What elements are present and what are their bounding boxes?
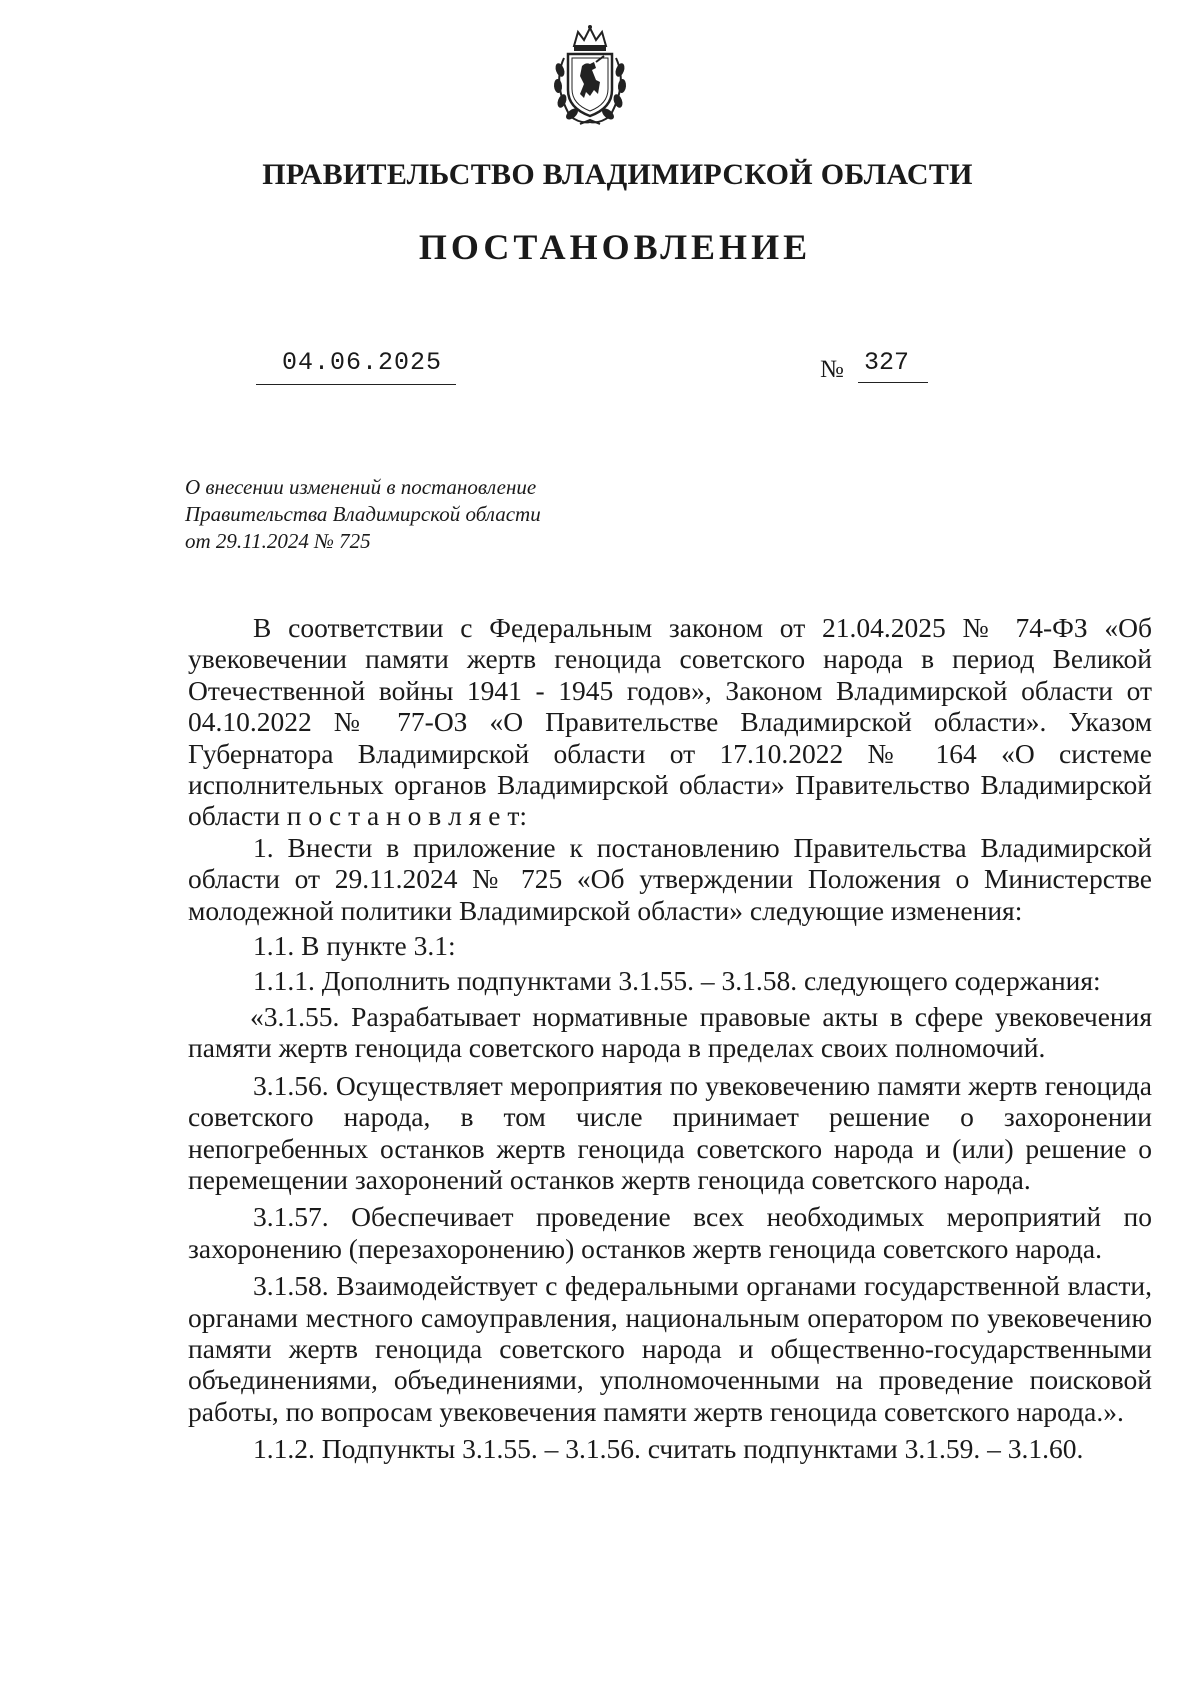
document-date-field (256, 348, 456, 385)
body-paragraph-3-1-57: 3.1.57. Обеспечивает проведение всех необходимых мероприятий по захоронению (перезахоронению) останков жертв геноцида советского народа. (188, 1201, 1152, 1264)
document-body (188, 612, 1152, 1465)
coat-of-arms-emblem (540, 24, 640, 129)
subject-line: О внесении изменений в постановление (185, 475, 537, 499)
government-title: ПРАВИТЕЛЬСТВО ВЛАДИМИРСКОЙ ОБЛАСТИ (262, 158, 973, 191)
subject-line: Правительства Владимирской области (185, 502, 541, 526)
document-number-underline (858, 348, 928, 383)
body-paragraph-preamble: В соответствии с Федеральным законом от 21.04.2025 № 74-ФЗ «Об увековечении памяти жертв геноцида советского народа в период Великой Отечественной войны 1941 - 1945 годов», Законом Владимирской области от 04.10.2022 № 77-ОЗ «О Правительстве Владимирской области». Указом Губернатора Владимирской области от 17.10.2022 № 164 «О системе исполнительных органов Владимирской области» Правительство Владимирской области п о с т а н о в л я е т: (188, 612, 1152, 832)
document-subject (185, 474, 645, 555)
number-sign: № (820, 356, 844, 383)
body-paragraph-item-1-1-2: 1.1.2. Подпункты 3.1.55. – 3.1.56. считать подпунктами 3.1.59. – 3.1.60. (253, 1433, 1084, 1465)
document-type: ПОСТАНОВЛЕНИЕ (418, 227, 812, 267)
subject-line: от 29.11.2024 № 725 (185, 529, 371, 553)
body-paragraph-3-1-55: «3.1.55. Разрабатывает нормативные правовые акты в сфере увековечения памяти жертв геноцида советского народа в пределах своих полномочий. (188, 1000, 1152, 1064)
body-paragraph-3-1-58: 3.1.58. Взаимодействует с федеральными органами государственной власти, органами местного самоуправления, национальным оператором по увековечению памяти жертв геноцида советского народа и общественно-государственными объединениями, объединениями, уполномоченными на проведение поисковой работы, по вопросам увековечения памяти жертв геноцида советского народа.». (188, 1270, 1152, 1427)
body-paragraph-3-1-56: 3.1.56. Осуществляет мероприятия по увековечению памяти жертв геноцида советского народа, в том числе принимает решение о захоронении непогребенных останков жертв геноцида советского народа и (или) решение о перемещении захоронений останков жертв геноцида советского народа. (188, 1069, 1152, 1195)
body-paragraph-item-1-1-1: 1.1.1. Дополнить подпунктами 3.1.55. – 3.1.58. следующего содержания: (253, 965, 1101, 997)
document-date: 04.06.2025 (282, 348, 443, 377)
document-number: 327 (864, 348, 910, 377)
body-paragraph-item-1-1: 1.1. В пункте 3.1: (253, 930, 456, 962)
body-paragraph-item-1: 1. Внести в приложение к постановлению Правительства Владимирской области от 29.11.2024 № 725 «Об утверждении Положения о Министерстве молодежной политики Владимирской области» следующие изменения: (188, 831, 1152, 926)
